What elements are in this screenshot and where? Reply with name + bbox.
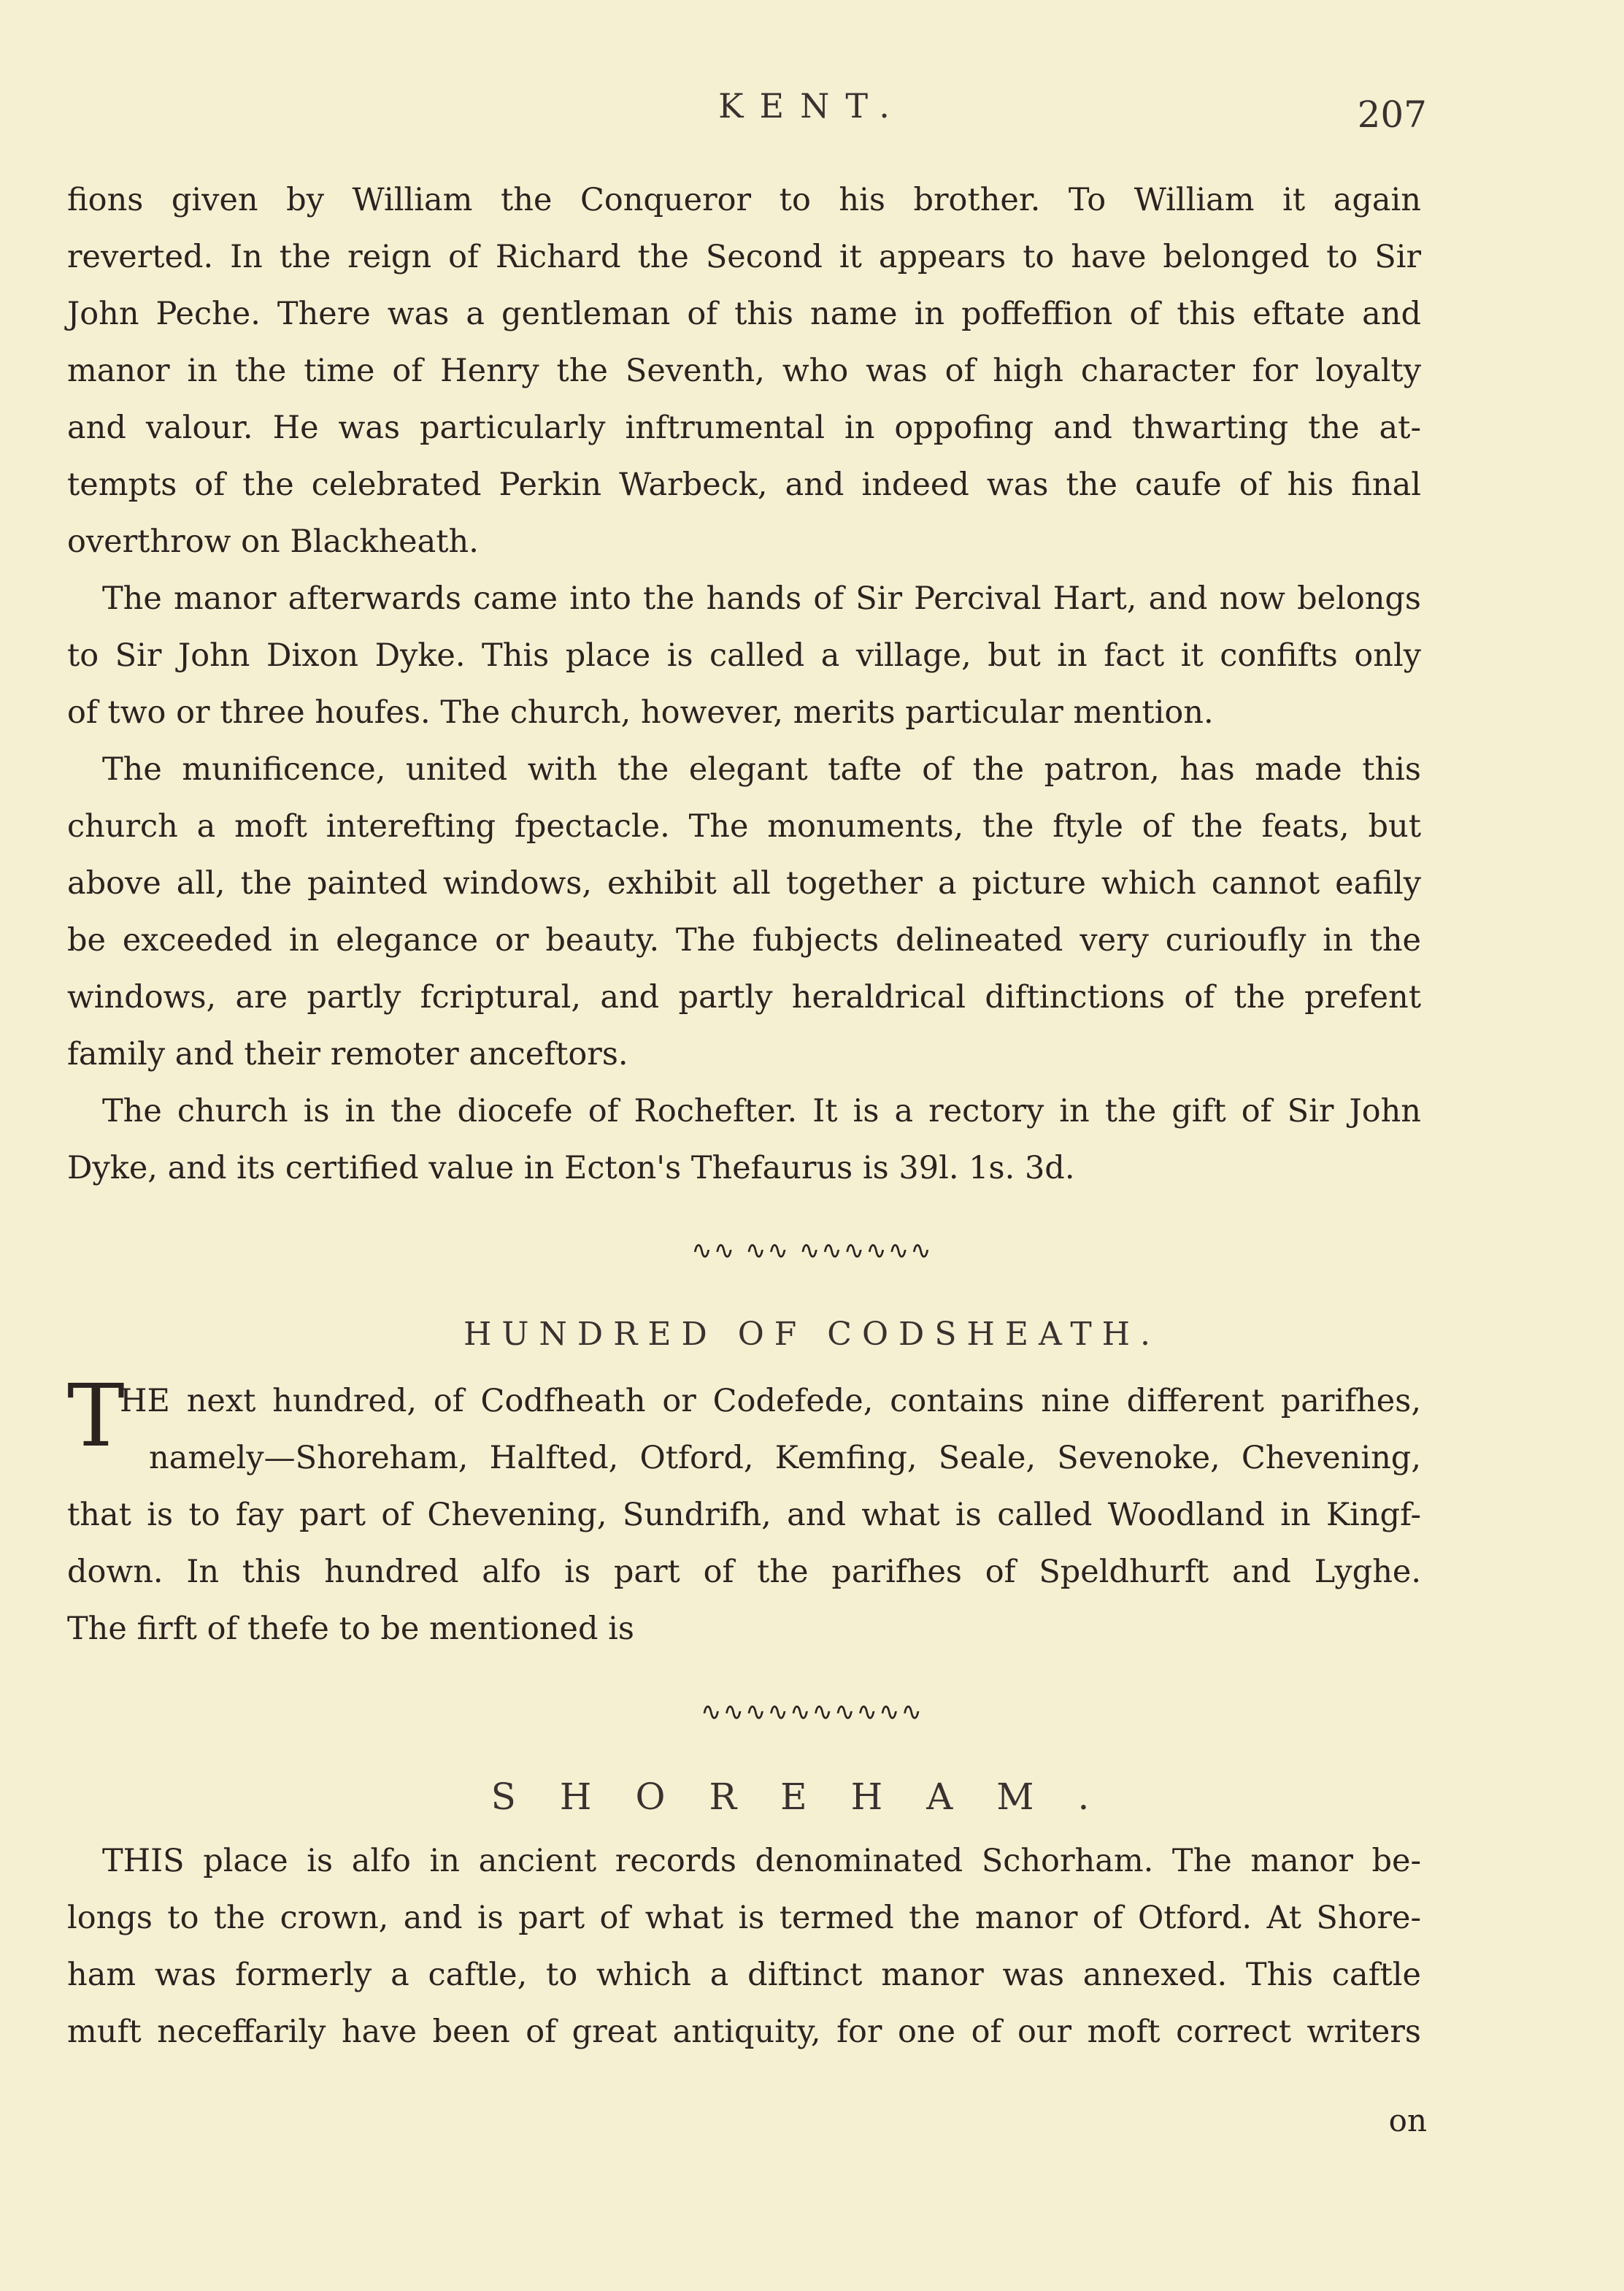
- drop-cap: T: [67, 1365, 125, 1466]
- text-line: down. In this hundred alfo is part of the parifhes of Speldhurft and Lyghe.: [67, 1554, 1421, 1590]
- text-line: ham was formerly a caftle, to which a diftinct manor was annexed. This caftle: [67, 1957, 1421, 1993]
- paragraph-3: [67, 741, 1421, 1083]
- text-line: family and their remoter anceftors.: [67, 1036, 628, 1072]
- text-line: longs to the crown, and is part of what is termed the manor of Otford. At Shore-: [67, 1900, 1421, 1936]
- text-line: windows, are partly fcriptural, and partly heraldrical diftinctions of the prefent: [67, 979, 1421, 1016]
- section-title: SHOREHAM.: [490, 1776, 1134, 1818]
- text-line: be exceeded in elegance or beauty. The fubjects delineated very curioufly in the: [67, 922, 1421, 959]
- text-line: The munificence, united with the elegant tafte of the patron, has made this: [102, 751, 1421, 788]
- paragraph-hundred: [67, 1365, 1421, 1657]
- text-line: namely—Shoreham, Halfted, Otford, Kemfing, Seale, Sevenoke, Chevening,: [149, 1440, 1421, 1476]
- catchword: on: [1388, 2103, 1427, 2138]
- text-line: of two or three houfes. The church, however, merits particular mention.: [67, 694, 1214, 731]
- text-line: that is to fay part of Chevening, Sundrifh, and what is called Woodland in Kingf-: [67, 1497, 1421, 1533]
- text-line: tempts of the celebrated Perkin Warbeck, and indeed was the caufe of his final: [67, 467, 1421, 503]
- text-line: Dyke, and its certified value in Ecton's Thefaurus is 39l. 1s. 3d.: [67, 1150, 1075, 1186]
- text-line: manor in the time of Henry the Seventh, who was of high character for loyalty: [67, 353, 1421, 389]
- text-line: John Peche. There was a gentleman of this name in poffeffion of this eftate and: [67, 296, 1421, 332]
- ornament-divider: ∿∿∿∿∿∿∿∿∿∿: [701, 1697, 923, 1727]
- text-line: fions given by William the Conqueror to his brother. To William it again: [67, 182, 1421, 218]
- text-line: to Sir John Dixon Dyke. This place is called a village, but in fact it confifts only: [67, 637, 1421, 674]
- text-line: THIS place is alfo in ancient records denominated Schorham. The manor be-: [102, 1843, 1421, 1879]
- ornament-divider: ∿∿ ∿∿ ∿∿∿∿∿∿: [691, 1236, 933, 1265]
- text-line: overthrow on Blackheath.: [67, 523, 479, 560]
- text-line: The firft of thefe to be mentioned is: [67, 1611, 634, 1647]
- text-line: church a moft interefting fpectacle. The monuments, the ftyle of the feats, but: [67, 808, 1421, 845]
- paragraph-2: [67, 570, 1421, 741]
- text-line: above all, the painted windows, exhibit all together a picture which cannot eafily: [67, 865, 1421, 902]
- text-line: The church is in the diocefe of Rochefter. It is a rectory in the gift of Sir John: [102, 1093, 1421, 1129]
- paragraph-1: [67, 172, 1421, 570]
- text-line: The manor afterwards came into the hands of Sir Percival Hart, and now belongs: [102, 580, 1421, 617]
- paragraph-4: [67, 1083, 1421, 1197]
- running-head: KENT.: [718, 86, 906, 126]
- text-line: and valour. He was particularly inftrumental in oppofing and thwarting the at-: [67, 410, 1421, 446]
- page-number: 207: [1357, 93, 1427, 136]
- section-heading: HUNDRED OF CODSHEATH.: [463, 1316, 1161, 1353]
- paragraph-shoreham: [67, 1833, 1421, 2060]
- text-line: reverted. In the reign of Richard the Second it appears to have belonged to Sir: [67, 239, 1421, 275]
- text-line: HE next hundred, of Codfheath or Codefede, contains nine different parifhes,: [120, 1383, 1421, 1419]
- text-line: muft neceffarily have been of great antiquity, for one of our moft correct writers: [67, 2014, 1421, 2050]
